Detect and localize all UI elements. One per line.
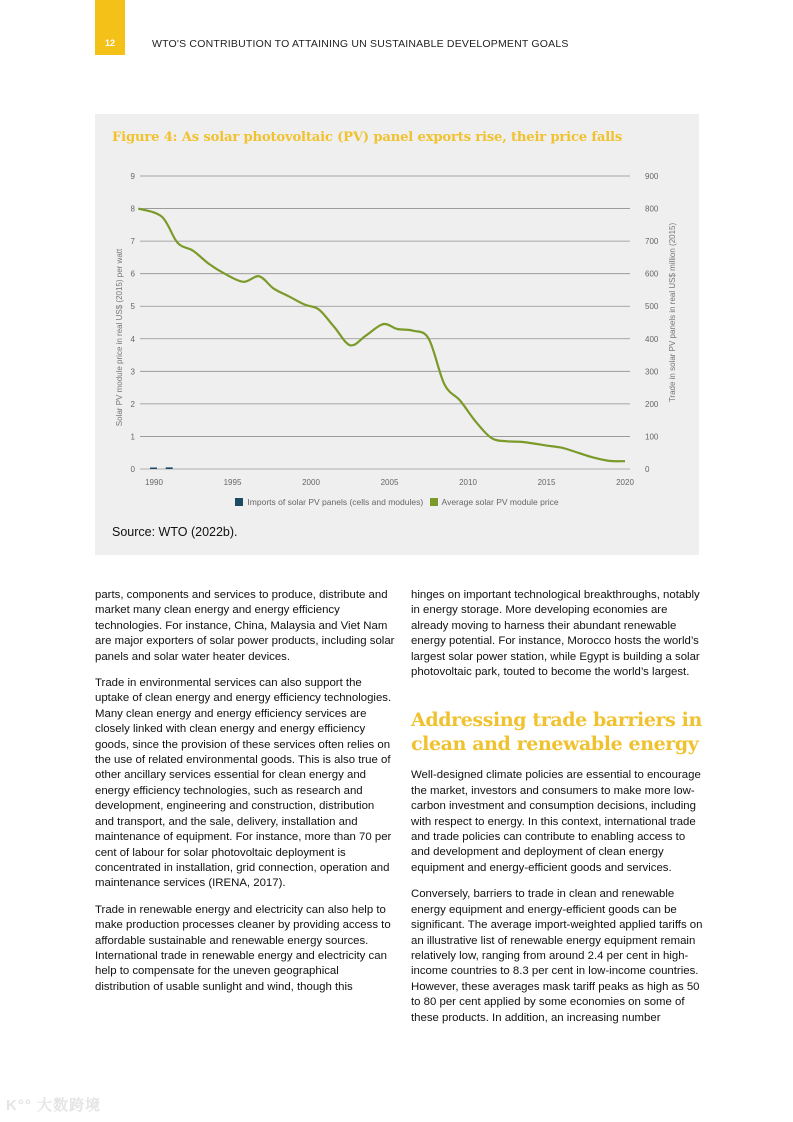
chart-legend [95, 497, 699, 508]
y2-tick-label: 0 [645, 465, 650, 474]
x-tick-label: 1995 [223, 478, 242, 487]
x-tick-label: 2005 [380, 478, 399, 487]
y2-tick-label: 500 [645, 302, 659, 312]
y-tick-label: 9 [130, 172, 135, 181]
figure-source: Source: WTO (2022b). [112, 525, 238, 539]
imports-bar [150, 468, 157, 470]
y2-tick-label: 800 [645, 204, 659, 214]
y-tick-label: 8 [130, 204, 135, 214]
paragraph: Well-designed climate policies are essential to encourage the market, investors and consumers to make more low-carbon investment and consumption decisions, including with respect to energy. In this context, international trade and trade policies can contribute to enabling access to and development and deployment of clean energy equipment and energy-efficient goods and services. [411, 769, 701, 874]
legend-swatch-imports [235, 498, 243, 506]
body-column-left [95, 588, 395, 1006]
imports-bar [166, 467, 173, 469]
x-tick-label: 2015 [537, 478, 556, 487]
running-header: WTO'S CONTRIBUTION TO ATTAINING UN SUSTAINABLE DEVELOPMENT GOALS [152, 38, 569, 50]
watermark-logo: K°° 大数跨境 [6, 1097, 101, 1114]
line-chart [95, 114, 699, 514]
legend-swatch-price [430, 498, 438, 506]
paragraph: Conversely, barriers to trade in clean and renewable energy equipment and energy-efficient goods can be significant. The average import-weighted applied tariffs on an illustrative list of renewable energy equipment remain relatively low, ranging from around 2.4 per cent in high-income countries to 8.3 per cent in low-income countries. However, these averages mask tariff peaks as high as 50 to 80 per cent applied by some economies on some of these products. In addition, an increasing number [411, 888, 703, 1024]
legend-label-price: Average solar PV module price [441, 497, 559, 507]
y-tick-label: 7 [130, 237, 135, 247]
y2-tick-label: 700 [645, 237, 659, 247]
x-tick-label: 2000 [302, 478, 320, 487]
y-tick-label: 0 [130, 465, 135, 474]
x-tick-label: 2010 [459, 478, 477, 487]
y2-axis-title: Trade in solar PV panels in real US$ million (2015) [668, 222, 677, 403]
paragraph: hinges on important technological breakthroughs, notably in energy storage. More developing economies are already moving to harness their abundant renewable energy potential. For instance, Morocco hosts the world’s largest solar power station, while Egypt is building a solar photovoltaic park, touted to become the world’s largest. [411, 589, 700, 679]
y2-tick-label: 100 [645, 432, 659, 442]
price-line [138, 209, 625, 462]
figure-4 [95, 114, 699, 555]
y-tick-label: 6 [130, 269, 135, 279]
paragraph: Trade in environmental services can also support the uptake of clean energy and energy efficiency technologies. Many clean energy and energy efficiency services are closely linked with clean energy and energy efficiency goods, since the provision of these services often relies on the use of related environmental goods. This is also true of other ancillary services essential for clean energy and energy efficiency technologies, such as research and development, engineering and construction, distribution and transport, and the sale, delivery, installation and maintenance of equipment. For instance, more than 70 per cent of labour for solar photovoltaic deployment is concentrated in installation, grid connection, operation and maintenance services (IRENA, 2017). [95, 677, 392, 890]
y-tick-label: 2 [130, 399, 135, 409]
x-tick-label: 2020 [616, 478, 634, 487]
y-tick-label: 4 [130, 334, 135, 344]
x-tick-label: 1990 [145, 478, 163, 487]
y2-tick-label: 900 [645, 172, 659, 181]
y-tick-label: 3 [130, 367, 135, 377]
legend-item-price [430, 497, 559, 507]
y2-tick-label: 400 [645, 334, 659, 344]
y-tick-label: 5 [130, 302, 135, 312]
page-number: 12 [104, 38, 115, 48]
body-column-right [411, 588, 706, 1037]
y2-tick-label: 200 [645, 399, 659, 409]
paragraph: parts, components and services to produce, distribute and market many clean energy and energy efficiency technologies. For instance, China, Malaysia and Viet Nam are major exporters of solar power products, including solar panels and solar water heater devices. [95, 589, 395, 663]
y2-tick-label: 600 [645, 269, 659, 279]
figure-title: Figure 4: As solar photovoltaic (PV) panel exports rise, their price falls [112, 130, 623, 145]
section-heading: Addressing trade barriers in clean and renewable energy [411, 709, 702, 756]
legend-item-imports [235, 497, 423, 507]
legend-label-imports: Imports of solar PV panels (cells and modules) [247, 497, 424, 507]
y2-tick-label: 300 [645, 367, 659, 377]
paragraph: Trade in renewable energy and electricity can also help to make production processes cleaner by providing access to affordable sustainable and renewable energy sources. International trade in renewable energy and electricity can help to compensate for the uneven geographical distribution of usable sunlight and wind, though this [95, 903, 391, 993]
y-axis-title: Solar PV module price in real US$ (2015) per watt [115, 248, 124, 427]
y-tick-label: 1 [130, 432, 135, 442]
